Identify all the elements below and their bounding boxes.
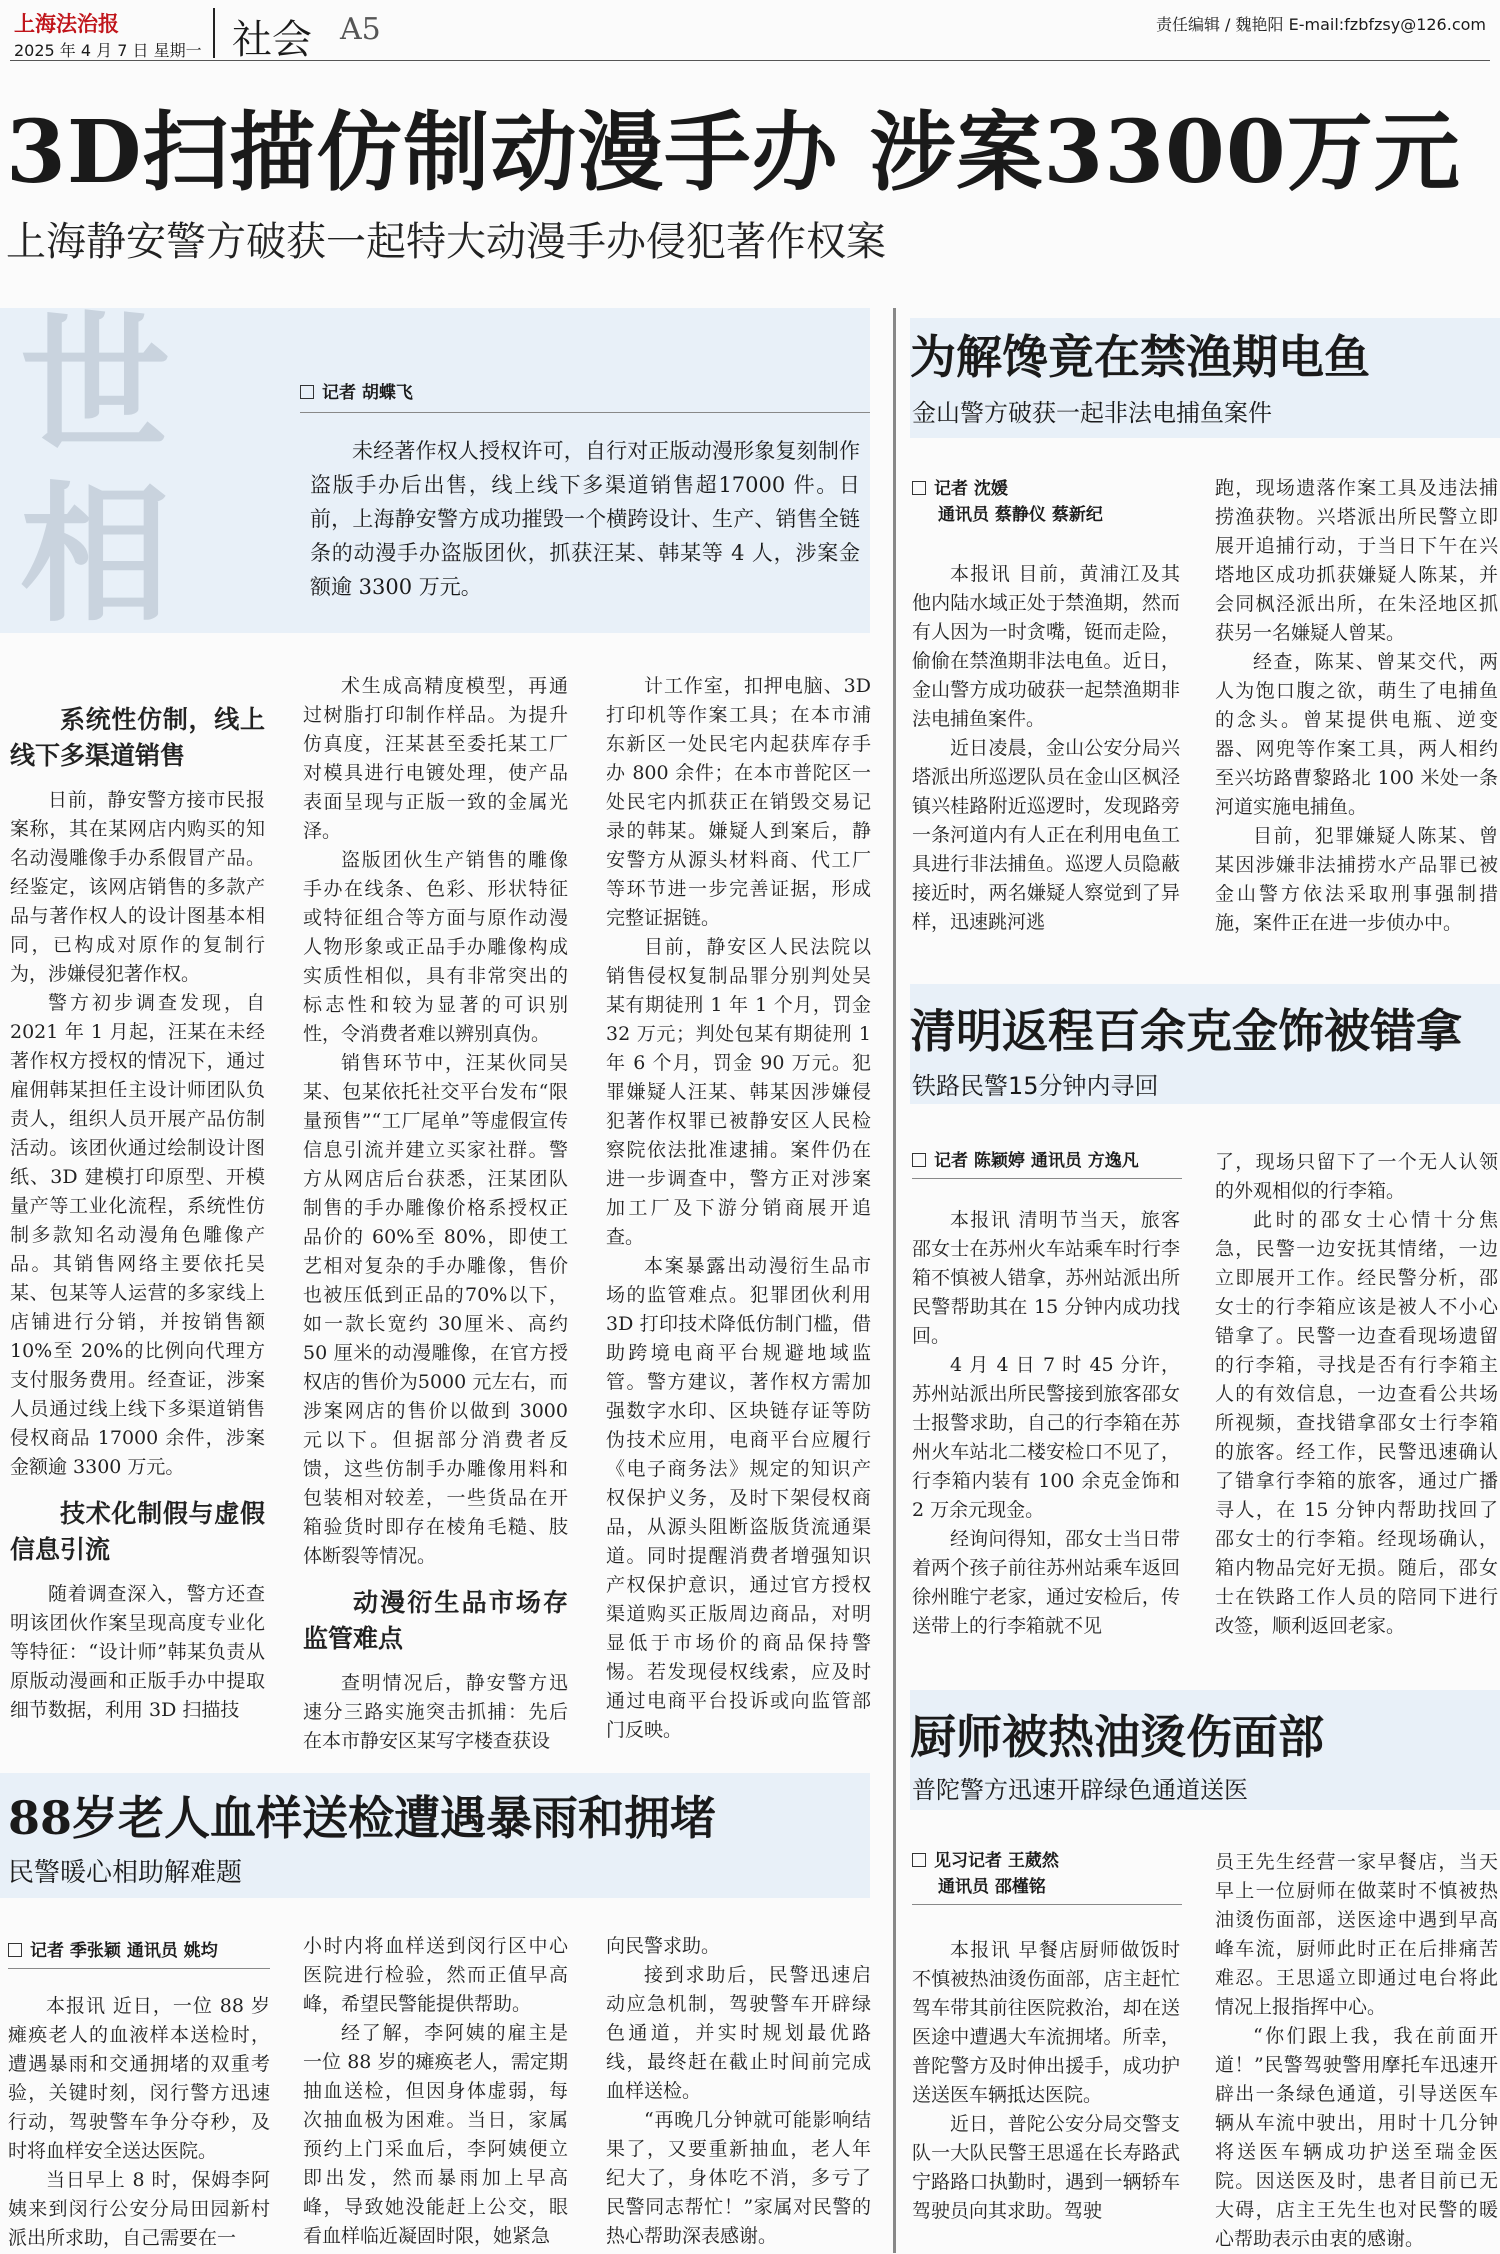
elder-column-3	[606, 1932, 871, 2251]
paragraph: 目前，犯罪嫌疑人陈某、曾某因涉嫌非法捕捞水产品罪已被金山警方依法采取刑事强制措施，案件正在进一步侦办中。	[1215, 825, 1498, 934]
paragraph: 警方初步调查发现，自2021 年 1 月起，汪某在未经著作权方授权的情况下，通过雇佣韩某担任主设计师团队负责人，组织人员开展产品仿制活动。该团伙通过绘制设计图纸、3D 建模打印原型、开模量产等工业化流程，系统性仿制多款知名动漫角色雕像产品。其销售网络主要依托吴某、包某等人运营的多家线上店铺进行分销，并按销售额10%至 20%的比例向代理方支付服务费用。经查证，涉案人员通过线上线下多渠道销售侵权商品 17000 余件，涉案金额逾 3300 万元。	[10, 992, 265, 1478]
paragraph: 4 月 4 日 7 时 45 分许，苏州站派出所民警接到旅客邵女士报警求助，自己的行李箱在苏州火车站北二楼安检口不见了，行李箱内装有 100 余克金饰和 2 万余元现金。	[912, 1354, 1180, 1521]
lead-byline: 记者 胡蝶飞	[300, 380, 870, 413]
gold-byline: 记者 陈颖婷 通讯员 方逸凡	[912, 1148, 1182, 1179]
fishing-column-2	[1215, 474, 1498, 938]
gold-headline: 清明返程百余克金饰被错拿	[910, 1004, 1462, 1058]
paragraph: 经了解，李阿姨的雇主是一位 88 岁的瘫痪老人，需定期抽血送检，但因身体虚弱，每次抽血极为困难。当日，家属预约上门采血后，李阿姨便立即出发，然而暴雨加上早高峰，导致她没能赶上公交，眼看血样临近凝固时限，她紧急	[303, 2022, 568, 2247]
fishing-headline: 为解馋竟在禁渔期电鱼	[910, 330, 1370, 384]
gold-column-1	[912, 1206, 1180, 1641]
chef-column-2	[1215, 1848, 1498, 2254]
lead-headline: 3D扫描仿制动漫手办 涉案3300万元	[6, 102, 1461, 203]
paragraph: 盗版团伙生产销售的雕像手办在线条、色彩、形状特征或特征组合等方面与原作动漫人物形象或正品手办雕像构成实质性相似，具有非常突出的标志性和较为显著的可识别性，令消费者难以辨别真伪。	[303, 849, 568, 1045]
lead-lede: 未经著作权人授权许可，自行对正版动漫形象复刻制作盗版手办后出售，线上线下多渠道销售超17000 件。日前，上海静安警方成功摧毁一个横跨设计、生产、销售全链条的动漫手办盗版团伙，抓获汪某、韩某等 4 人，涉案金额逾 3300 万元。	[310, 439, 860, 599]
paragraph: 本报讯 目前，黄浦江及其他内陆水域正处于禁渔期，然而有人因为一时贪嘴，铤而走险，偷偷在禁渔期非法电鱼。近日，金山警方成功破获一起禁渔期非法电捕鱼案件。	[912, 563, 1180, 730]
fishing-subheadline: 金山警方破获一起非法电捕鱼案件	[912, 399, 1272, 427]
paragraph: 当日早上 8 时，保姆李阿姨来到闵行公安分局田园新村派出所求助，自己需要在一	[8, 2169, 270, 2249]
paragraph: 跑，现场遗落作案工具及违法捕捞渔获物。兴塔派出所民警立即展开追捕行动，于当日下午在兴塔地区成功抓获嫌疑人陈某，并会同枫泾派出所，在朱泾地区抓获另一名嫌疑人曾某。	[1215, 477, 1498, 644]
elder-column-2	[303, 1932, 568, 2251]
fishing-byline: 记者 沈媛 通讯员 蔡静仪 蔡新纪	[912, 476, 1182, 528]
subhead: 技术化制假与虚假信息引流	[10, 1499, 265, 1564]
paper-name: 上海法治报	[14, 11, 119, 36]
elder-column-1	[8, 1992, 270, 2253]
editor-info: 责任编辑 / 魏艳阳 E-mail:fzbfzsy@126.com	[1155, 15, 1486, 34]
section-name: 社会	[232, 17, 312, 63]
byline-box-icon	[912, 1853, 926, 1867]
lead-column-1	[10, 688, 265, 1725]
elder-subheadline: 民警暖心相助解难题	[8, 1858, 243, 1888]
elder-byline: 记者 季张颖 通讯员 姚均	[8, 1938, 270, 1969]
paragraph: 了，现场只留下了一个无人认领的外观相似的行李箱。	[1215, 1151, 1498, 1202]
column-divider	[893, 308, 896, 2253]
paragraph: 向民警求助。	[606, 1935, 721, 1957]
paragraph: 经查，陈某、曾某交代，两人为饱口腹之欲，萌生了电捕鱼的念头。曾某提供电瓶、逆变器、网兜等作案工具，两人相约至兴坊路曹黎路北 100 米处一条河道实施电捕鱼。	[1215, 651, 1498, 818]
fishing-column-1	[912, 560, 1180, 937]
paragraph: 本报讯 清明节当天，旅客邵女士在苏州火车站乘车时行李箱不慎被人错拿，苏州站派出所民警帮助其在 15 分钟内成功找回。	[912, 1209, 1180, 1347]
paragraph: 近日凌晨，金山公安分局兴塔派出所巡逻队员在金山区枫泾镇兴桂路附近巡逻时，发现路旁一条河道内有人正在利用电鱼工具进行非法捕鱼。巡逻人员隐蔽接近时，两名嫌疑人察觉到了异样，迅速跳河逃	[912, 737, 1180, 933]
issue-date: 2025 年 4 月 7 日 星期一	[14, 41, 202, 60]
column-title: 世相	[20, 297, 171, 643]
byline-box-icon	[300, 385, 314, 399]
paragraph: 近日，普陀公安分局交警支队一大队民警王思遥在长寿路武宁路路口执勤时，遇到一辆轿车驾驶员向其求助。驾驶	[912, 2113, 1180, 2222]
paragraph: 小时内将血样送到闵行区中心医院进行检验，然而正值早高峰，希望民警能提供帮助。	[303, 1935, 568, 2015]
chef-byline: 见习记者 王葳然 通讯员 邵槿铭	[912, 1848, 1182, 1905]
chef-subheadline: 普陀警方迅速开辟绿色通道送医	[912, 1776, 1248, 1804]
paragraph: 本报讯 近日，一位 88 岁瘫痪老人的血液样本送检时，遭遇暴雨和交通拥堵的双重考验，关键时刻，闵行警方迅速行动，驾驶警车争分夺秒，及时将血样安全送达医院。	[8, 1995, 270, 2162]
paragraph: 本案暴露出动漫衍生品市场的监管难点。犯罪团伙利用3D 打印技术降低仿制门槛，借助跨境电商平台规避地域监管。警方建议，著作权方需加强数字水印、区块链存证等防伪技术应用，电商平台应履行《电子商务法》规定的知识产权保护义务，及时下架侵权商品，从源头阻断盗版货流通渠道。同时提醒消费者增强知识产权保护意识，通过官方授权渠道购买正版周边商品，对明显低于市场价的商品保持警惕。若发现侵权线索，应及时通过电商平台投诉或向监管部门反映。	[606, 1255, 871, 1741]
masthead	[10, 6, 1490, 61]
page-number: A5	[340, 12, 381, 47]
byline-box-icon	[912, 481, 926, 495]
lead-subheadline: 上海静安警方破获一起特大动漫手办侵犯著作权案	[6, 219, 886, 265]
divider	[213, 8, 215, 58]
paragraph: 日前，静安警方接市民报案称，其在某网店内购买的知名动漫雕像手办系假冒产品。经鉴定，该网店销售的多款产品与著作权人的设计图基本相同，已构成对原作的复制行为，涉嫌侵犯著作权。	[10, 789, 265, 985]
paragraph: 接到求助后，民警迅速启动应急机制，驾驶警车开辟绿色通道，并实时规划最优路线，最终赶在截止时间前完成血样送检。	[606, 1964, 871, 2102]
chef-headline: 厨师被热油烫伤面部	[910, 1710, 1324, 1764]
paragraph: 销售环节中，汪某伙同吴某、包某依托社交平台发布“限量预售”“工厂尾单”等虚假宣传信息引流并建立买家社群。警方从网店后台获悉，汪某团队制售的手办雕像价格系授权正品价的 60%至 80%，即使工艺相对复杂的手办雕像，售价也被压低到正品的70%以下，如一款长宽约 30厘米、高约 50 厘米的动漫雕像，在官方授权店的售价为5000 元左右，而涉案网店的售价以做到 3000 元以下。但据部分消费者反馈，这些仿制手办雕像用料和包装相对较差，一些货品在开箱验货时即存在棱角毛糙、肢体断裂等情况。	[303, 1052, 568, 1567]
paragraph: 经询问得知，邵女士当日带着两个孩子前往苏州站乘车返回徐州睢宁老家，通过安检后，传送带上的行李箱就不见	[912, 1528, 1180, 1637]
paragraph: 员王先生经营一家早餐店，当天早上一位厨师在做菜时不慎被热油烫伤面部，送医途中遇到早高峰车流，厨师此时正在后排痛苦难忍。王思遥立即通过电台将此情况上报指挥中心。	[1215, 1851, 1498, 2018]
lead-column-2	[303, 672, 568, 1756]
subhead: 动漫衍生品市场存监管难点	[303, 1588, 568, 1653]
paragraph: 计工作室，扣押电脑、3D 打印机等作案工具；在本市浦东新区一处民宅内起获库存手办 800 余件；在本市普陀区一处民宅内抓获正在销毁交易记录的韩某。嫌疑人到案后，静安警方从源头材料商、代工厂等环节进一步完善证据，形成完整证据链。	[606, 675, 871, 929]
elder-headline: 88岁老人血样送检遭遇暴雨和拥堵	[8, 1791, 717, 1845]
byline-box-icon	[912, 1153, 926, 1167]
gold-subheadline: 铁路民警15分钟内寻回	[912, 1072, 1159, 1100]
gold-column-2	[1215, 1148, 1498, 1641]
paragraph: 术生成高精度模型，再通过树脂打印制作样品。为提升仿真度，汪某甚至委托某工厂对模具进行电镀处理，使产品表面呈现与正版一致的金属光泽。	[303, 675, 568, 842]
paragraph: 随着调查深入，警方还查明该团伙作案呈现高度专业化等特征：“设计师”韩某负责从原版动漫画和正版手办中提取细节数据，利用 3D 扫描技	[10, 1583, 265, 1721]
paragraph: “再晚几分钟就可能影响结果了，又要重新抽血，老人年纪大了，身体吃不消，多亏了民警同志帮忙！”家属对民警的热心帮助深表感谢。	[606, 2109, 871, 2247]
paragraph: “你们跟上我，我在前面开道！”民警驾驶警用摩托车迅速开辟出一条绿色通道，引导送医车辆从车流中驶出，用时十几分钟将送医车辆成功护送至瑞金医院。因送医及时，患者目前已无大碍，店主王先生也对民警的暖心帮助表示由衷的感谢。	[1215, 2025, 1498, 2250]
paragraph: 目前，静安区人民法院以销售侵权复制品罪分别判处吴某有期徒刑 1 年 1 个月，罚金 32 万元；判处包某有期徒刑 1年 6 个月，罚金 90 万元。犯罪嫌疑人汪某、韩某因涉嫌侵犯著作权罪已被静安区人民检察院依法批准逮捕。案件仍在进一步调查中，警方正对涉案加工厂及下游分销商展开追查。	[606, 936, 871, 1248]
paragraph: 查明情况后，静安警方迅速分三路实施突击抓捕：先后在本市静安区某写字楼查获设	[303, 1672, 568, 1752]
subhead: 系统性仿制，线上线下多渠道销售	[10, 705, 265, 770]
lead-column-3	[606, 672, 871, 1745]
paragraph: 本报讯 早餐店厨师做饭时不慎被热油烫伤面部，店主赶忙驾车带其前往医院救治，却在送医途中遭遇大车流拥堵。所幸，普陀警方及时伸出援手，成功护送送医车辆抵达医院。	[912, 1939, 1180, 2106]
paragraph: 此时的邵女士心情十分焦急，民警一边安抚其情绪，一边立即展开工作。经民警分析，邵女士的行李箱应该是被人不小心错拿了。民警一边查看现场遗留的行李箱，寻找是否有行李箱主人的有效信息，一边查看公共场所视频，查找错拿邵女士行李箱的旅客。经工作，民警迅速确认了错拿行李箱的旅客，通过广播寻人，在 15 分钟内帮助找回了邵女士的行李箱。经现场确认，箱内物品完好无损。随后，邵女士在铁路工作人员的陪同下进行改签，顺利返回老家。	[1215, 1209, 1498, 1637]
chef-column-1	[912, 1936, 1180, 2226]
byline-box-icon	[8, 1943, 22, 1957]
